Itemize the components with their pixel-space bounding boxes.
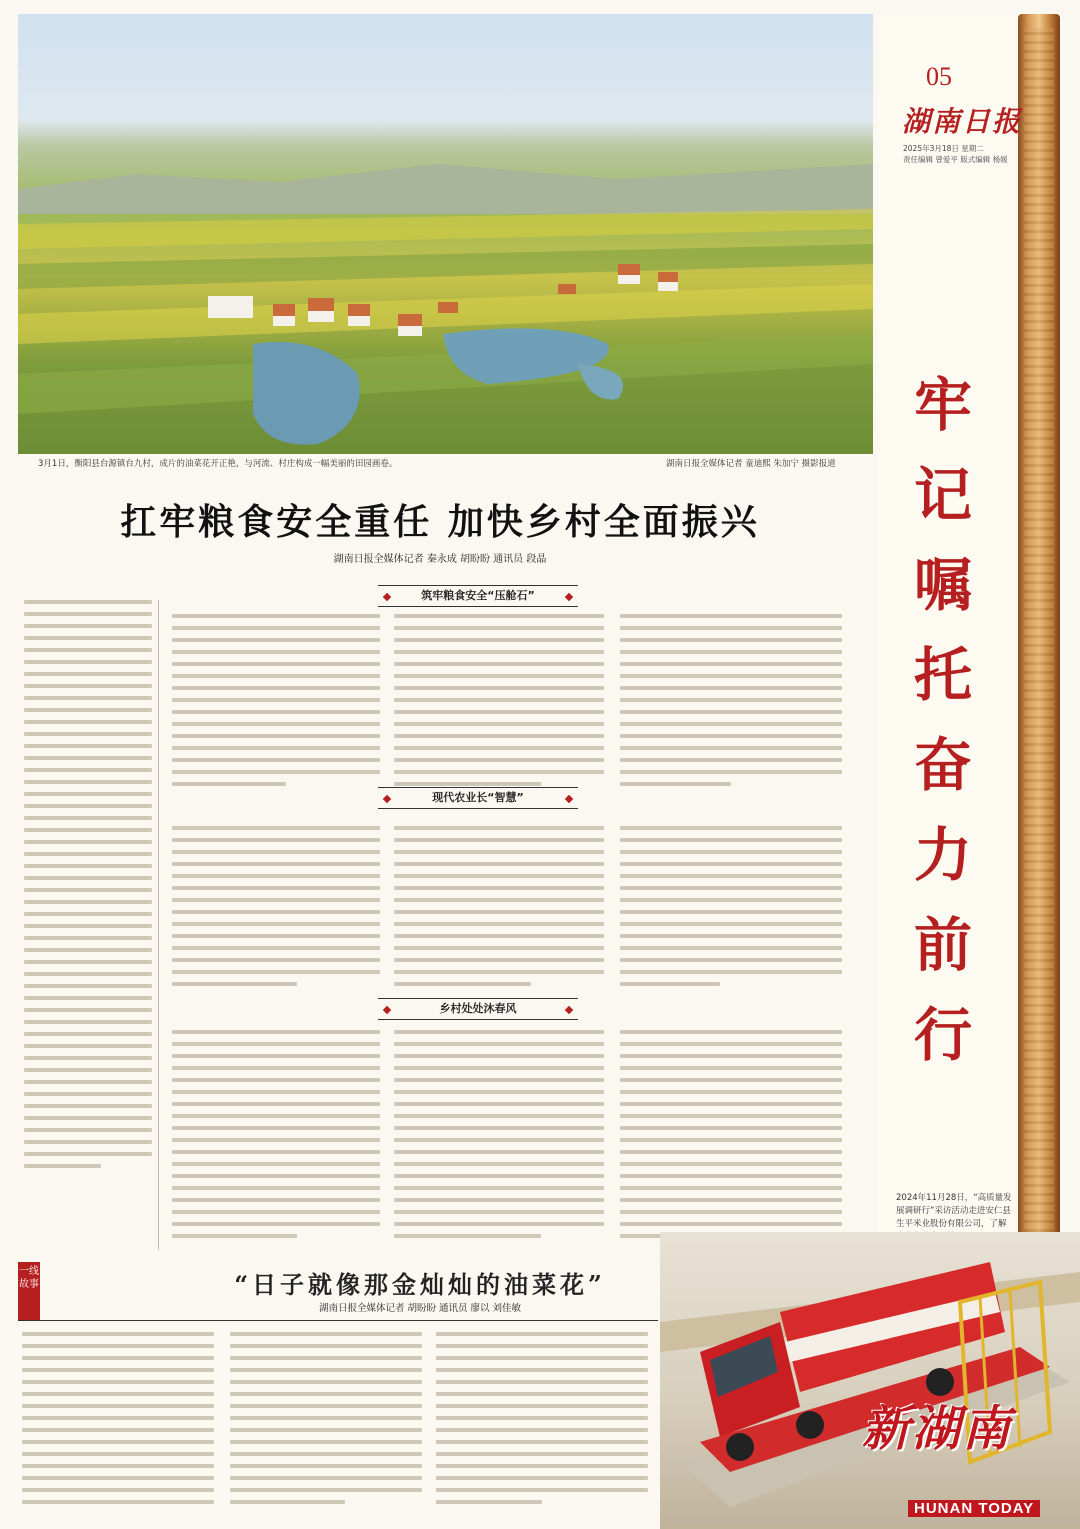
section-heading: 筑牢粮食安全“压舱石” (378, 585, 578, 607)
main-byline: 湖南日报全媒体记者 秦永成 胡盼盼 通讯员 段晶 (333, 554, 547, 565)
section-3-column-c (620, 1030, 842, 1246)
section-2-column-b (394, 826, 604, 994)
brand-logo-en: HUNAN TODAY (908, 1500, 1040, 1517)
section-1-column-c (620, 614, 842, 794)
section-heading: 乡村处处沐春风 (378, 998, 578, 1020)
section-2-column-c (620, 826, 842, 994)
masthead-logo: 湖南日报 (902, 105, 1023, 138)
masthead-editors: 责任编辑 曾爱平 版式编辑 杨媛 (903, 155, 1008, 164)
truck-illustration (660, 1232, 1080, 1529)
section-1-column-b (394, 614, 604, 794)
story-column-b (230, 1332, 422, 1512)
main-headline: 扛牢粮食安全重任 加快乡村全面振兴 (120, 502, 760, 543)
rapeseed-field-photo (18, 14, 873, 454)
section-3-column-a (172, 1030, 380, 1246)
page-number: 05 (926, 62, 952, 91)
landscape-illustration (18, 14, 873, 454)
story-byline: 湖南日报全媒体记者 胡盼盼 通讯员 廖以 刘佳敏 (318, 1303, 522, 1314)
section-2-column-a (172, 826, 380, 994)
column-divider (158, 600, 159, 1250)
section-1-column-a (172, 614, 380, 794)
rail-caption: 2024年11月28日，“高质量发展调研行”采访活动走进安仁县生平米业股份有限公司，了解 (896, 1193, 1012, 1229)
story-tag: 一线故事 (18, 1262, 40, 1321)
section-3-column-b (394, 1030, 604, 1246)
side-column (24, 600, 152, 1176)
scroll-ornament (1018, 14, 1060, 1280)
section-heading: 现代农业长“智慧” (378, 787, 578, 809)
story-column-c (436, 1332, 648, 1512)
story-rule (18, 1320, 658, 1321)
masthead-date: 2025年3月18日 星期二 (903, 144, 984, 153)
story-title: “日子就像那金灿灿的油菜花” (234, 1270, 606, 1299)
brand-logo: 新湖南 (862, 1401, 1013, 1457)
grain-truck-photo (660, 1232, 1080, 1529)
rail-title: 牢记嘱托 奋力前行 (913, 371, 972, 1069)
photo-credit: 湖南日报全媒体记者 童迪熙 朱加宁 摄影报道 (666, 459, 836, 469)
photo-caption: 3月1日，衡阳县台源镇台九村，成片的油菜花开正艳，与河流、村庄构成一幅美丽的田园画卷。 (38, 459, 398, 469)
story-column-a (22, 1332, 214, 1512)
